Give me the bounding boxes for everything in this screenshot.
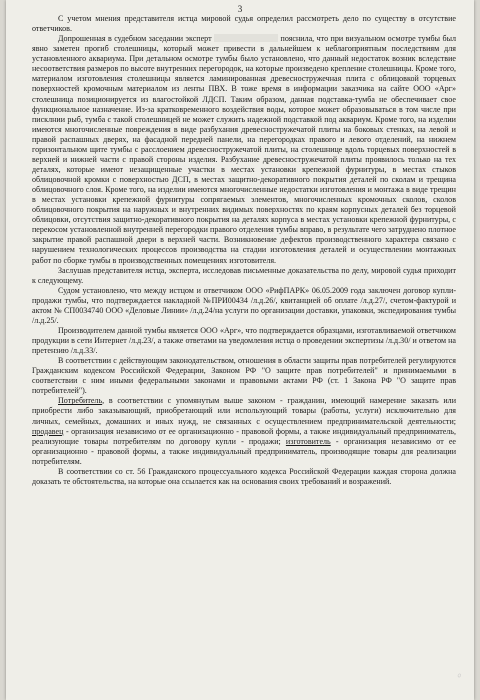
- definition-seller: - организация независимо от ее организационно - правовой формы, а также индивидуальный предприниматель, реализующие товары потребителям по договору купли - продажи;: [32, 426, 456, 446]
- term-consumer: Потребитель: [58, 396, 103, 406]
- term-manufacturer: изготовитель: [285, 436, 331, 446]
- paragraph-burden-of-proof: В соответствии со ст. 56 Гражданского процессуального кодекса Российской Федерации каждая сторона должна доказать те обстоятельства, на которые она ссылается как на основания своих требований и возражений.: [32, 466, 456, 486]
- term-seller: продавец: [32, 426, 64, 436]
- paragraph-manufacturer: Производителем данной тумбы является ООО «Арг», что подтверждается образцами, изготавливаемой ответчиком продукции в сети Интернет /л.д.23/, а также ответами на уведомления истца о проведении экспертизы /л.д.30/ и ответом на претензию /л.д.33/.: [32, 325, 456, 356]
- paragraph-contract: Судом установлено, что между истцом и ответчиком ООО «РифПАРК» 06.05.2009 года заключен договор купли-продажи тумбы, что подтверждается накладной №ПРИ00434 /л.д.26/, квитанцией об оплате /л.д.27/, счетом-фактурой и актом № СП0034740 ООО «Деловые Линии» /л.д.24/на услуги по организации доставки, упаковки, экспедирования тумбы /л.д.25/.: [32, 285, 456, 325]
- expert-findings-text: пояснила, что при визуальном осмотре тумбы был явно заметен прогиб столешницы, который может привести в дальнейшем к неблагоприятным последствиям для установленного аквариума. При детальном осмотре тумбы было установлено, что данный недостаток возник вследствие несоответствия размеров по высоте внутренних перегородок, на которые произведено крепление столешницы. Кроме того, материалом изготовления столешницы является ламинированная древесностружечная плита с облицовкой торцевых поверхностей кромочным материалом из ленты ПВХ. В тоже время в информации заказчика на сайте ООО «Арг» столешница позиционируется из влагостойкой ЛДСП. Таким образом, данная подставка-тумба не обеспечивает свое функциональное назначение. Из-за кратковременного воздействия воды, которое может образовываться в том числе при писклнии рыб, тумба с такой столешницей не может служить надежной подставкой под аквариум. Кроме того, на изделии имеются многочисленные повреждения в виде разбухания древесностружечатой плиты на боковых стенках, на левой и правой распашных дверях, на фасадной передней панели, на перегородках правого и левого отделений, на нижнем горизонтальном щите тумбы с расслоением древесностружечатой плиты, на столешнице вдоль торцевых поверхностей в верхней и нижней части с правой стороны изделия. Разбухание древесностружечатой плиты проявилось только на тех деталях, которые имеют незащищенные участки в местах установки крепежной фурнитуры, в местах стыков облицовочной кромки с поверхностью ДСП, в местах защитно-декоративного покрытия деталей по сколам и трещина облицовочного слоя. Кроме того, на изделии имеются многочисленные недостатки изготовления и монтажа в виде трещин в местах установки крепежной фурнитуры сопрягаемых элементов, многочисленных кромочных сколов, сколов облицовочного покрытия на наружных и внутренних видимых поверхностях по краям корпусных деталей без торцевой облицовки, отсутствия защитно-декоративного покрытия на деталях корпуса в местах установки крепежной фурнитуры, с перекосом установленной внутренней перегородки правого отделения тумбы вправо, в результате чего затруднено плотное закрытие правой распашной двери в верхней части. Возникновение дефектов производственного характера связано с нарушением технологических процессов производства на стадии изготовления деталей и осуществлении монтажных работ по сборке тумбы в производственных помещениях изготовителя.: [32, 34, 457, 265]
- definition-consumer: , в соответствии с упомянутым выше законом - гражданин, имеющий намерение заказать или приобрести либо заказывающий, приобретающий или использующий товары (работы, услуги) исключительно для личных, семейных, домашних и иных нужд, не связанных с осуществлением предпринимательской деятельности;: [32, 396, 456, 426]
- paragraph-legislation: В соответствии с действующим законодательством, отношения в области защиты прав потребителей регулируются Гражданским кодексом Российской Федерации, Законом РФ "О защите прав потребителей" и принимаемыми в соответствии с ним иными федеральными законами и правовыми актами РФ (ст. 1 Закона РФ "О защите прав потребителей").: [32, 356, 456, 396]
- paragraph-expert-testimony: [32, 34, 456, 265]
- definition-manufacturer: - организация независимо от ее организационно - правовой формы, а также индивидуальный предприниматель, производящие товары для реализации потребителям.: [32, 436, 456, 466]
- paragraph-definitions: [32, 396, 456, 466]
- watermark: ﾟ: [453, 671, 467, 692]
- paragraph-hearing-conclusion: Заслушав представителя истца, эксперта, исследовав письменные доказательства по делу, мировой судья приходит к следующему.: [32, 265, 456, 285]
- document-page: [6, 0, 474, 700]
- expert-intro-text: Допрошенная в судебном заседании эксперт: [58, 34, 212, 44]
- redacted-name: [214, 34, 278, 42]
- paragraph-consideration: С учетом мнения представителя истца мировой судья определил рассмотреть дело по существу в отсутствие ответчиков.: [32, 14, 456, 34]
- page-number: 3: [237, 4, 243, 14]
- document-body: [32, 14, 456, 487]
